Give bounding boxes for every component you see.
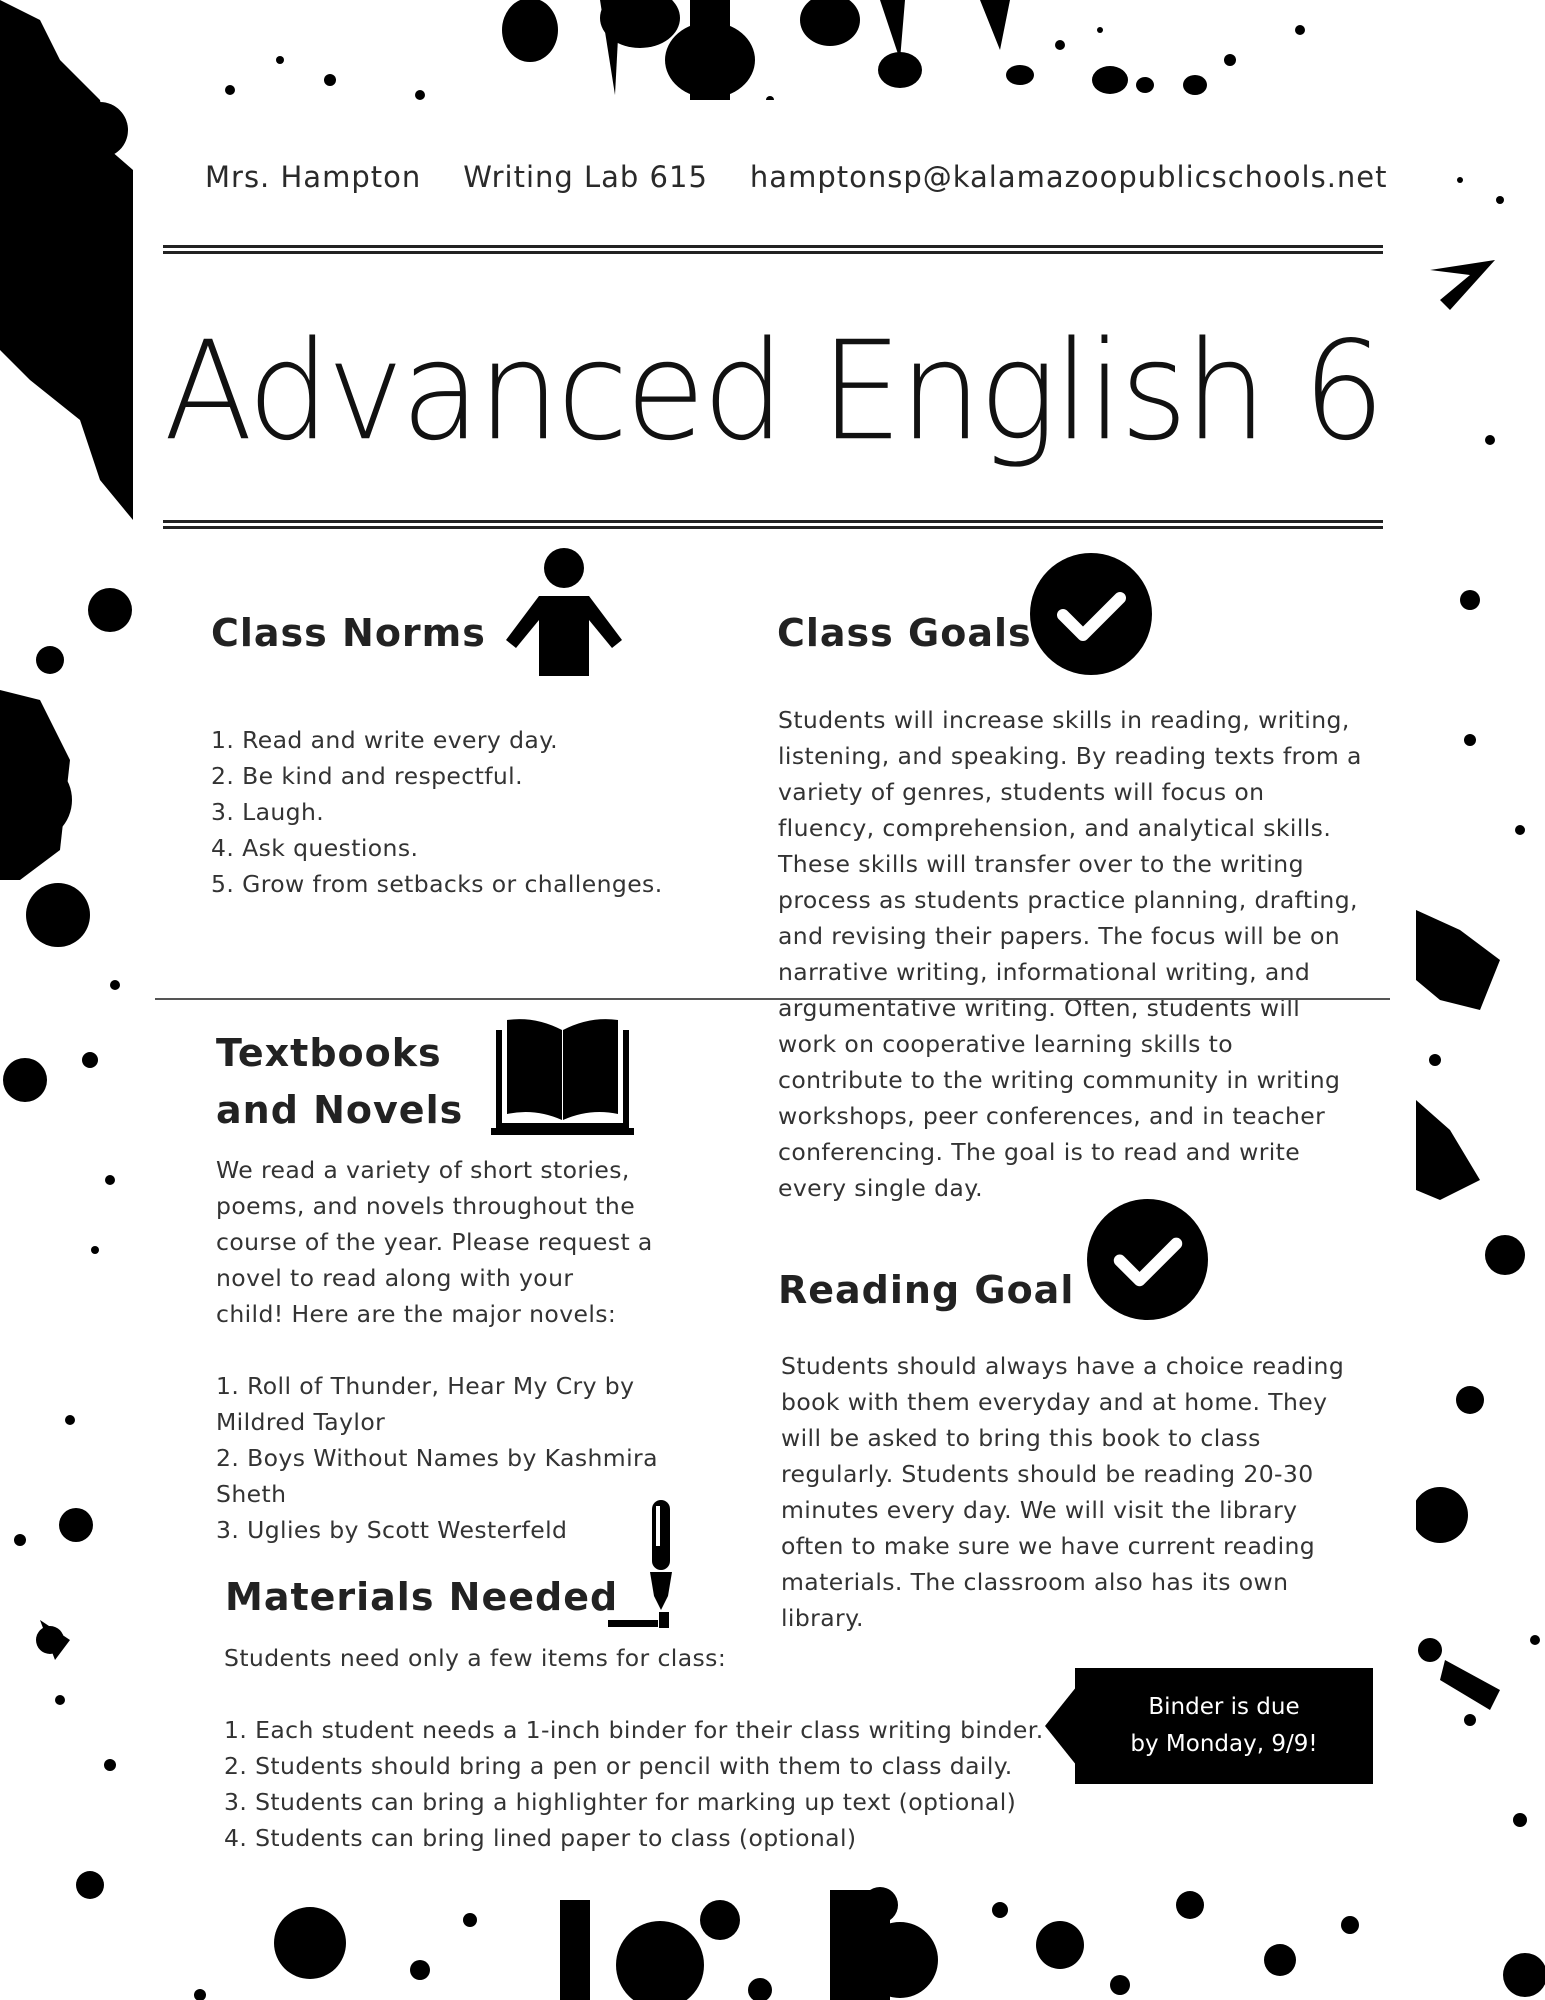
- text-line: We read a variety of short stories,: [216, 1156, 630, 1184]
- class-goals-text: [778, 702, 1398, 1206]
- text-line: Students should always have a choice reading: [781, 1352, 1345, 1380]
- text-line: conferencing. The goal is to read and write: [778, 1138, 1301, 1166]
- text-line: regularly. Students should be reading 20-30: [781, 1460, 1314, 1488]
- list-item: 2. Be kind and respectful.: [211, 762, 523, 790]
- text-line: process as students practice planning, drafting,: [778, 886, 1358, 914]
- checkmark-circle-icon: [1030, 553, 1152, 675]
- text-line: poems, and novels throughout the: [216, 1192, 636, 1220]
- text-line: book with them everyday and at home. They: [781, 1388, 1328, 1416]
- novel-item: 1. Roll of Thunder, Hear My Cry by: [216, 1372, 635, 1400]
- binder-due-callout: [1045, 1668, 1373, 1784]
- reading-goal-heading: Reading Goal: [778, 1268, 1075, 1312]
- text-line: contribute to the writing community in writing: [778, 1066, 1341, 1094]
- callout-line1: Binder is due: [1148, 1694, 1300, 1720]
- list-item: 3. Laugh.: [211, 798, 325, 826]
- text-line: work on cooperative learning skills to: [778, 1030, 1234, 1058]
- textbooks-text: [216, 1152, 686, 1548]
- header-divider: [163, 245, 1383, 254]
- callout-arrow: [1045, 1686, 1077, 1766]
- text-line: narrative writing, informational writing, and: [778, 958, 1311, 986]
- list-item: 5. Grow from setbacks or challenges.: [211, 870, 663, 898]
- checkmark-circle-icon: [1087, 1199, 1208, 1320]
- text-line: [216, 1332, 686, 1368]
- textbooks-heading-line1: Textbooks: [216, 1031, 442, 1075]
- person-icon: [502, 548, 626, 676]
- teacher-email[interactable]: hamptonsp@kalamazoopublicschools.net: [749, 160, 1388, 194]
- list-item: 1. Each student needs a 1-inch binder for their class writing binder.: [224, 1716, 1044, 1744]
- teacher-name: Mrs. Hampton: [205, 160, 422, 194]
- list-item: 4. Students can bring lined paper to class (optional): [224, 1824, 857, 1852]
- text-line: materials. The classroom also has its own: [781, 1568, 1289, 1596]
- text-line: variety of genres, students will focus on: [778, 778, 1265, 806]
- textbooks-heading: [216, 1025, 463, 1139]
- text-line: fluency, comprehension, and analytical skills.: [778, 814, 1332, 842]
- class-norms-list: [211, 722, 691, 902]
- text-line: These skills will transfer over to the writing: [778, 850, 1304, 878]
- novel-item: 2. Boys Without Names by Kashmira: [216, 1444, 658, 1472]
- text-line: minutes every day. We will visit the library: [781, 1496, 1298, 1524]
- text-line: will be asked to bring this book to class: [781, 1424, 1261, 1452]
- list-item: 2. Students should bring a pen or pencil with them to class daily.: [224, 1752, 1013, 1780]
- text-line: course of the year. Please request a: [216, 1228, 653, 1256]
- room-number: Writing Lab 615: [463, 160, 708, 194]
- text-line: listening, and speaking. By reading texts from a: [778, 742, 1362, 770]
- list-item: 4. Ask questions.: [211, 834, 419, 862]
- novel-item: Mildred Taylor: [216, 1408, 386, 1436]
- callout-box: [1075, 1668, 1373, 1784]
- materials-list: [224, 1712, 1044, 1856]
- textbooks-heading-line2: and Novels: [216, 1088, 464, 1132]
- page-title: Advanced English 6: [163, 311, 1383, 471]
- title-divider: [163, 520, 1383, 529]
- reading-goal-text: [781, 1348, 1401, 1636]
- section-divider: [155, 998, 1390, 1000]
- list-item: 3. Students can bring a highlighter for marking up text (optional): [224, 1788, 1017, 1816]
- text-line: library.: [781, 1604, 864, 1632]
- fountain-pen-icon: [608, 1500, 680, 1628]
- class-norms-heading: Class Norms: [211, 611, 486, 655]
- text-line: argumentative writing. Often, students will: [778, 994, 1301, 1022]
- materials-heading: Materials Needed: [225, 1575, 619, 1619]
- text-line: every single day.: [778, 1174, 984, 1202]
- header-bar: [205, 160, 1388, 194]
- novel-item: Sheth: [216, 1480, 287, 1508]
- novel-item: 3. Uglies by Scott Westerfeld: [216, 1516, 568, 1544]
- materials-intro: Students need only a few items for class:: [224, 1644, 727, 1672]
- text-line: novel to read along with your: [216, 1264, 574, 1292]
- text-line: often to make sure we have current reading: [781, 1532, 1316, 1560]
- text-line: child! Here are the major novels:: [216, 1300, 617, 1328]
- text-line: and revising their papers. The focus will be on: [778, 922, 1341, 950]
- text-line: workshops, peer conferences, and in teacher: [778, 1102, 1326, 1130]
- class-goals-heading: Class Goals: [777, 611, 1032, 655]
- callout-line2: by Monday, 9/9!: [1130, 1731, 1318, 1757]
- text-line: Students will increase skills in reading, writing,: [778, 706, 1350, 734]
- open-book-icon: [491, 1016, 634, 1135]
- list-item: 1. Read and write every day.: [211, 726, 559, 754]
